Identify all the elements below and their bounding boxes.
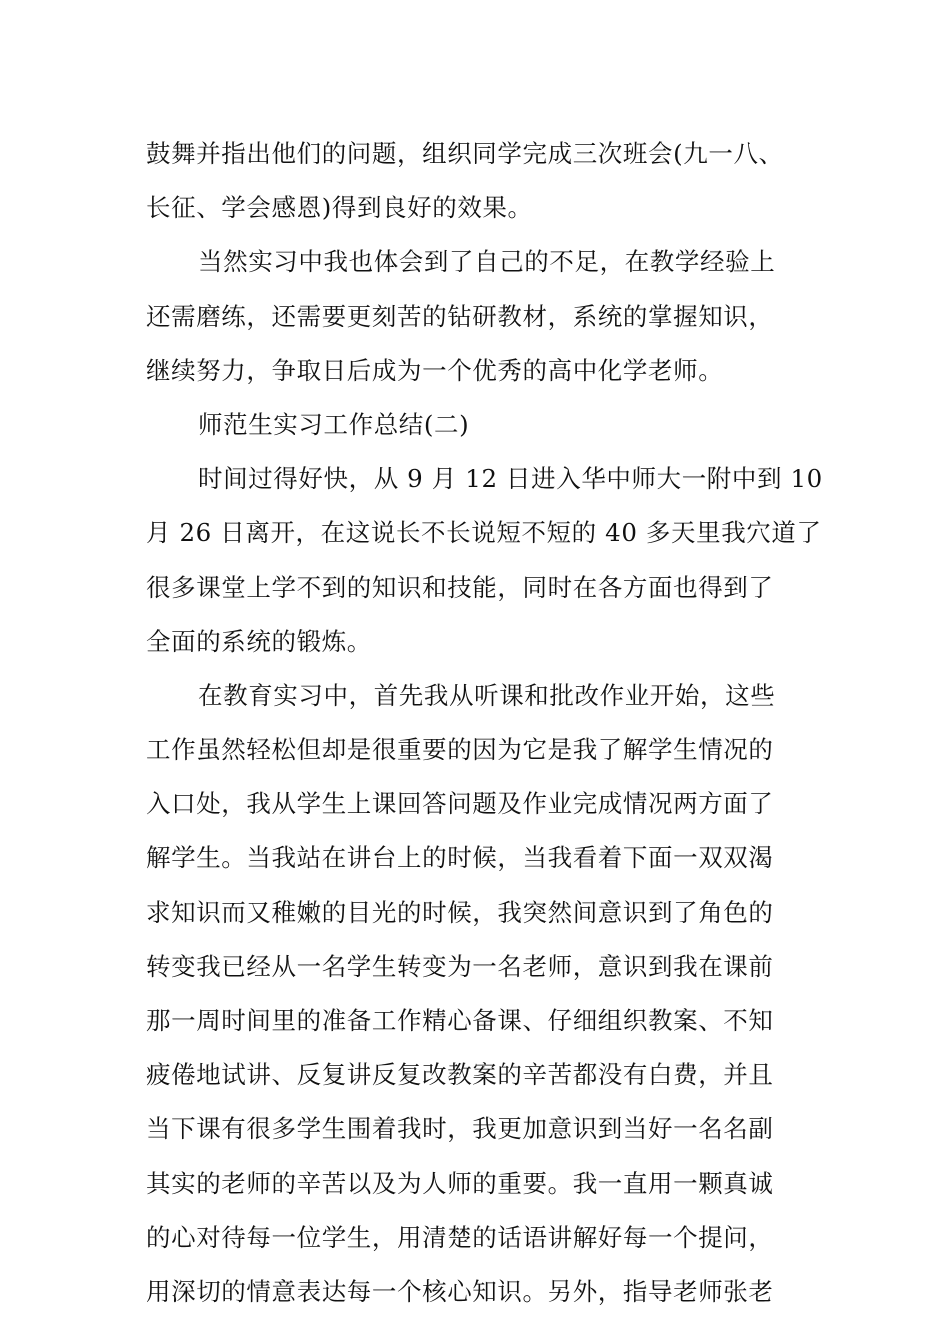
text-line: 在教育实习中，首先我从听课和批改作业开始，这些: [198, 680, 776, 710]
text-line: 当下课有很多学生围着我时，我更加意识到当好一名名副: [146, 1114, 774, 1144]
document-body: [146, 127, 823, 1319]
text-line: 那一周时间里的准备工作精心备课、仔细组织教案、不知: [146, 1006, 774, 1035]
text-line: 求知识而又稚嫩的目光的时候，我突然间意识到了角色的: [146, 897, 774, 927]
text-line: 用深切的情意表达每一个核心知识。另外，指导老师张老: [146, 1276, 774, 1306]
text-line: 工作虽然轻松但却是很重要的因为它是我了解学生情况的: [146, 735, 774, 765]
text-line: 解学生。当我站在讲台上的时候，当我看着下面一双双渴: [146, 843, 774, 873]
text-line: 长征、学会感恩)得到良好的效果。: [146, 193, 533, 223]
text-line: 的心对待每一位学生，用清楚的话语讲解好每一个提问，: [146, 1222, 774, 1252]
text-line: 疲倦地试讲、反复讲反复改教案的辛苦都没有白费，并且: [146, 1060, 774, 1090]
text-line: 当然实习中我也体会到了自己的不足，在教学经验上: [198, 247, 776, 277]
text-line: 还需磨练，还需要更刻苦的钻研教材，系统的掌握知识，: [146, 301, 774, 331]
text-line: 继续努力，争取日后成为一个优秀的高中化学老师。: [146, 355, 724, 385]
text-line: 时间过得好快，从 9 月 12 日进入华中师大一附中到 10: [198, 464, 823, 494]
text-line: 转变我已经从一名学生转变为一名老师，意识到我在课前: [146, 951, 774, 981]
text-line: 全面的系统的锻炼。: [146, 626, 372, 656]
text-line: 月 26 日离开，在这说长不长说短不短的 40 多天里我穴道了: [146, 518, 822, 548]
text-line: 很多课堂上学不到的知识和技能，同时在各方面也得到了: [146, 572, 774, 602]
text-line: 鼓舞并指出他们的问题，组织同学完成三次班会(九一八、: [146, 139, 784, 168]
text-line: 师范生实习工作总结(二): [198, 409, 470, 439]
text-line: 入口处，我从学生上课回答问题及作业完成情况两方面了: [146, 789, 774, 819]
text-line: 其实的老师的辛苦以及为人师的重要。我一直用一颗真诚: [146, 1168, 774, 1198]
